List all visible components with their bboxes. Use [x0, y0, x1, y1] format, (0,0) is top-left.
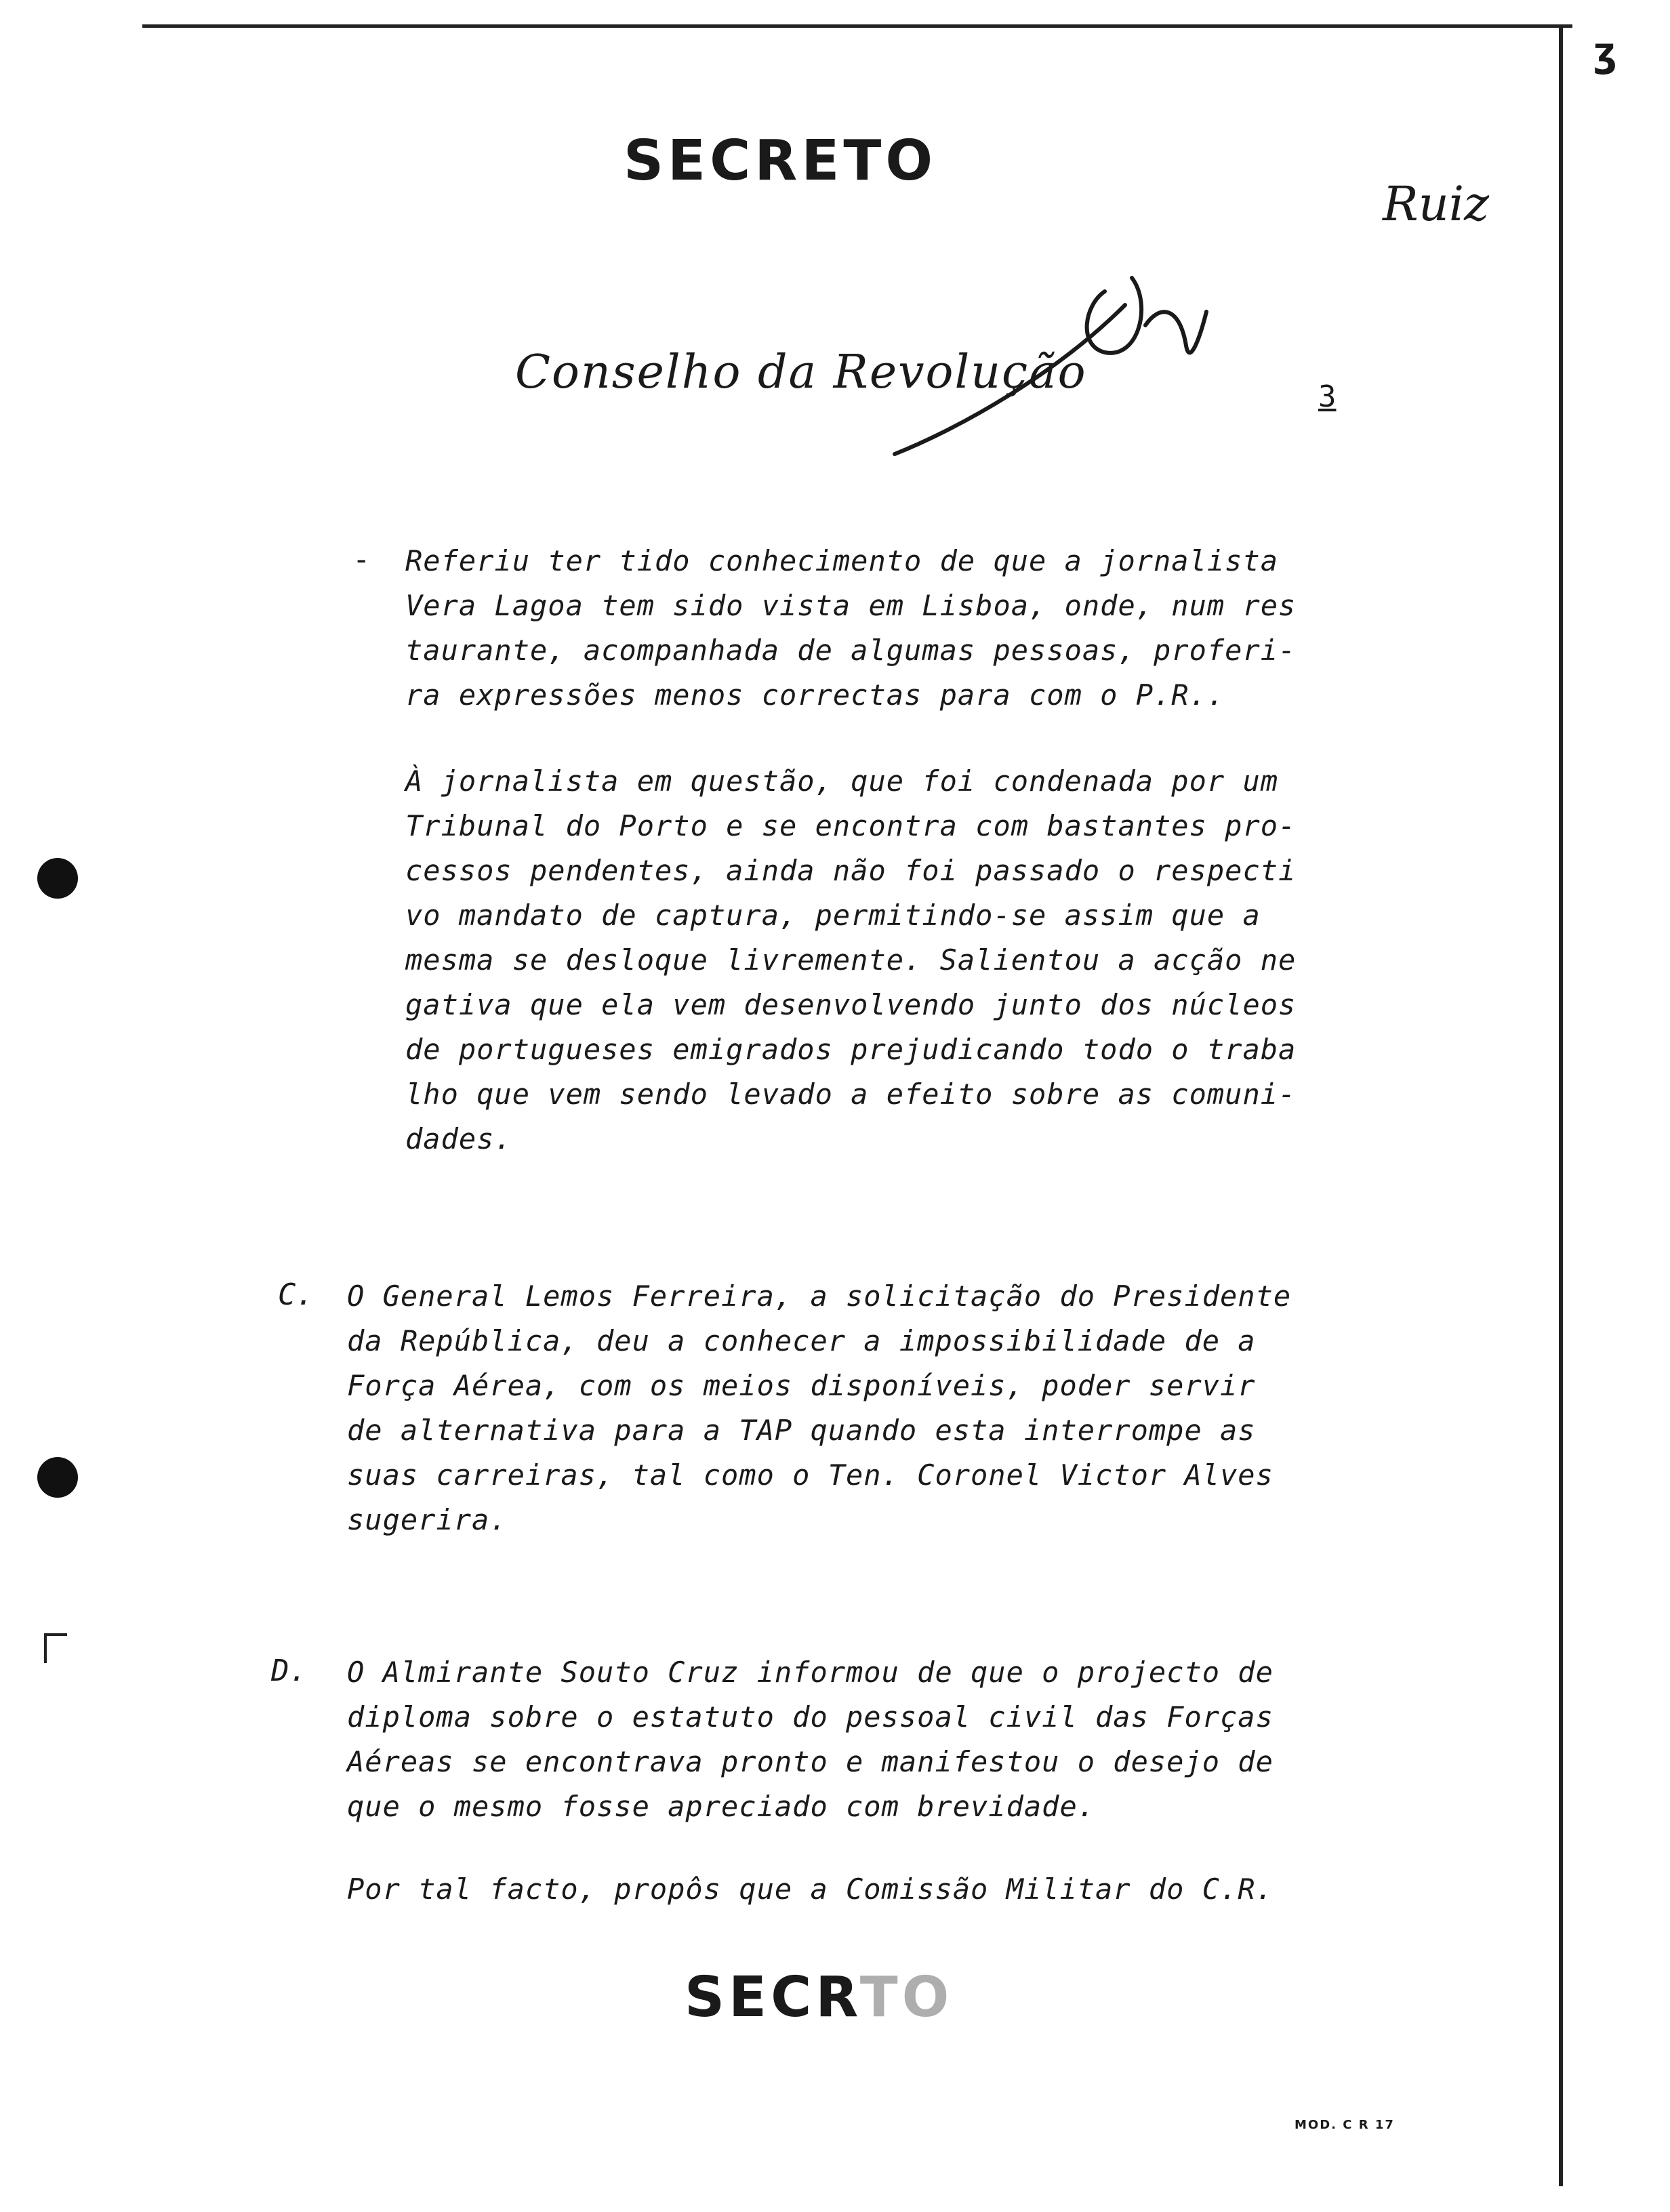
- scan-edge-mark: ʒ: [1593, 28, 1618, 76]
- item-d-continued-text: Por tal facto, propôs que a Comissão Militar do C.R.: [347, 1872, 1274, 1906]
- item-d-text: O Almirante Souto Cruz informou de que o projecto de diploma sobre o estatuto do pessoal civil das Forças Aéreas se encontrava pronto e manifestou o desejo de que o mesmo fosse apreciado com brevidade.: [347, 1656, 1274, 1823]
- paragraph-vera-lagoa: Referiu ter tido conhecimento de que a jornalista Vera Lagoa tem sido vista em Lisboa, onde, num res taurante, acompanhada de algumas pessoas, proferi- ra expressões menos correctas para com o P.R..: [405, 544, 1297, 712]
- letterhead: Conselho da Revolução: [515, 346, 1087, 399]
- handwritten-initials: Ruiz: [1383, 176, 1490, 232]
- secret-stamp-top: SECRETO: [624, 129, 937, 193]
- form-code: MOD. C R 17: [1295, 2118, 1395, 2132]
- item-c-marker: C.: [278, 1277, 314, 1312]
- secret-stamp-bottom: SECRTO: [685, 1965, 954, 2030]
- scan-right-border: [1559, 24, 1563, 2186]
- corner-mark: [44, 1633, 67, 1663]
- scan-top-border: [142, 24, 1572, 28]
- punch-hole-lower: [37, 1457, 78, 1498]
- page-number: 3: [1318, 380, 1337, 414]
- item-d-marker: D.: [271, 1654, 307, 1688]
- item-c-text: O General Lemos Ferreira, a solicitação do Presidente da República, deu a conhecer a impossibilidade de a Força Aérea, com os meios disponíveis, poder servir de alternativa para a TAP quando esta interrompe as suas carreiras, tal como o Ten. Coronel Victor Alves sugerira.: [347, 1279, 1292, 1536]
- handwritten-signature: [881, 264, 1234, 468]
- bullet-dash: -: [352, 542, 371, 577]
- punch-hole-upper: [37, 858, 78, 899]
- paragraph-jornalista: À jornalista em questão, que foi condenada por um Tribunal do Porto e se encontra com bastantes pro- cessos pendentes, ainda não foi passado o respecti vo mandato de captura, permitindo-se assim que a mesma se desloque livremente. Salientou a acção ne gativa que ela vem desenvolvendo junto dos núcleos de portugueses emigrados prejudicando todo o traba lho que vem sendo levado a efeito sobre as comuni- dades.: [405, 764, 1297, 1155]
